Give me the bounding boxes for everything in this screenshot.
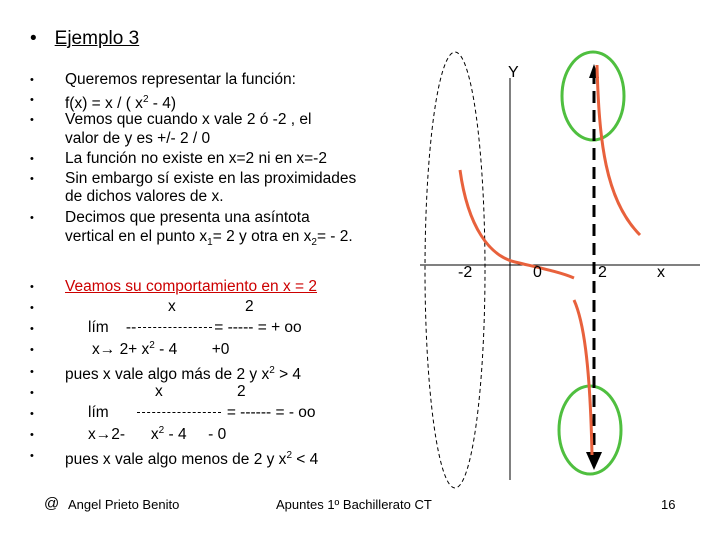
tick-label-2: 2 [598,264,607,281]
page-number: 16 [661,497,676,512]
explanation-left: pues x vale algo menos de 2 y $x^2 < 4$ [65,450,319,469]
explanation-end: < 4 [292,451,319,469]
bullet-text: Decimos que presenta una asíntota [65,209,310,226]
explanation-text: pues x vale algo menos de 2 y x [65,451,287,469]
limit-result: = ----- = + oo [214,319,302,336]
bullet-text: de dichos valores de x. [65,188,224,205]
limit-left-approach: x→2- $x^2 - 4$ - 0 [88,425,227,444]
bullet-dot: • [30,387,34,399]
approach-value: 2- [111,426,126,444]
explanation-text: pues x vale algo más de 2 y x [65,366,270,384]
asymptote-statement: vertical en el punto $x_1= 2$ y otra en $x_2= - 2$. [65,228,353,249]
curve-top-right [597,65,640,235]
footer-course: Apuntes 1º Bachillerato CT [276,497,432,512]
y-axis-label: Y [508,64,519,81]
numerator-x: x [155,383,163,400]
bullet-text: Sin embargo sí existe en las proximidades [65,170,357,187]
bullet-dot: • [30,302,34,314]
tick-label-neg2: -2 [458,264,473,281]
curve-bottom [574,300,592,455]
arrow-down-icon [586,452,602,470]
at-icon: @ [44,495,60,512]
footer-author: Angel Prieto Benito [68,497,180,512]
bullet-dot: • [30,173,34,185]
approach-value: 2+ x [119,341,150,359]
lim-label: lím [88,404,109,421]
bullet-dot: • [30,450,34,462]
bullet-dot: • [30,212,34,224]
x-axis-label: x [657,264,665,281]
denominator-limit: - 0 [208,426,227,444]
bullet-dot: • [30,429,34,441]
approach-var: x [88,426,96,444]
arrow-icon: → [95,426,112,444]
bullet-dot: • [30,114,34,126]
arrow-icon: → [99,341,116,359]
bullet-dot: • [30,153,34,165]
denominator-x: x [150,426,159,444]
section-heading: Veamos su comportamiento en x = 2 [65,278,318,295]
bullet-dot: • [30,74,34,86]
denominator: - 4 [164,426,187,444]
limit-right-approach: $x\to 2+ x^2 - 4$ +0 [92,340,230,359]
bullet-dot: • [30,344,34,356]
denominator: - 4 [154,341,178,359]
bullet-text: valor de y es +/- 2 / 0 [65,130,211,147]
fraction-bar: -- [125,319,137,336]
bullet-text: Vemos que cuando x vale 2 ó -2 , el [65,111,312,128]
left-asymptote-outline [425,52,485,488]
bullet-dot: • [30,323,34,335]
limit-result: = ------ = - oo [226,404,316,421]
bullet-dot: • [30,281,34,293]
explanation-right: pues x vale algo más de 2 y $x^2 > 4$ [65,365,302,384]
bullet-dot: • [30,366,34,378]
bullet-dot: • [30,408,34,420]
numerator-2: 2 [245,298,254,315]
lim-label: lím [88,319,109,336]
numerator-x: x [168,298,176,315]
bullet-dot: • [30,28,37,49]
approach-var: x [92,341,100,359]
bullet-dot: • [30,94,34,106]
numerator-2: 2 [237,383,246,400]
explanation-end: > 4 [274,366,302,384]
tick-label-0: 0 [533,264,542,281]
bullet-text: Queremos representar la función: [65,71,296,88]
denominator-limit: +0 [211,341,230,359]
curve-middle-left [460,170,574,278]
function-definition: f(x) = x / ( $x^2 - 4$) [65,94,177,113]
title-text: Ejemplo 3 [54,28,140,49]
bullet-text: La función no existe en x=2 ni en x=-2 [65,150,327,167]
